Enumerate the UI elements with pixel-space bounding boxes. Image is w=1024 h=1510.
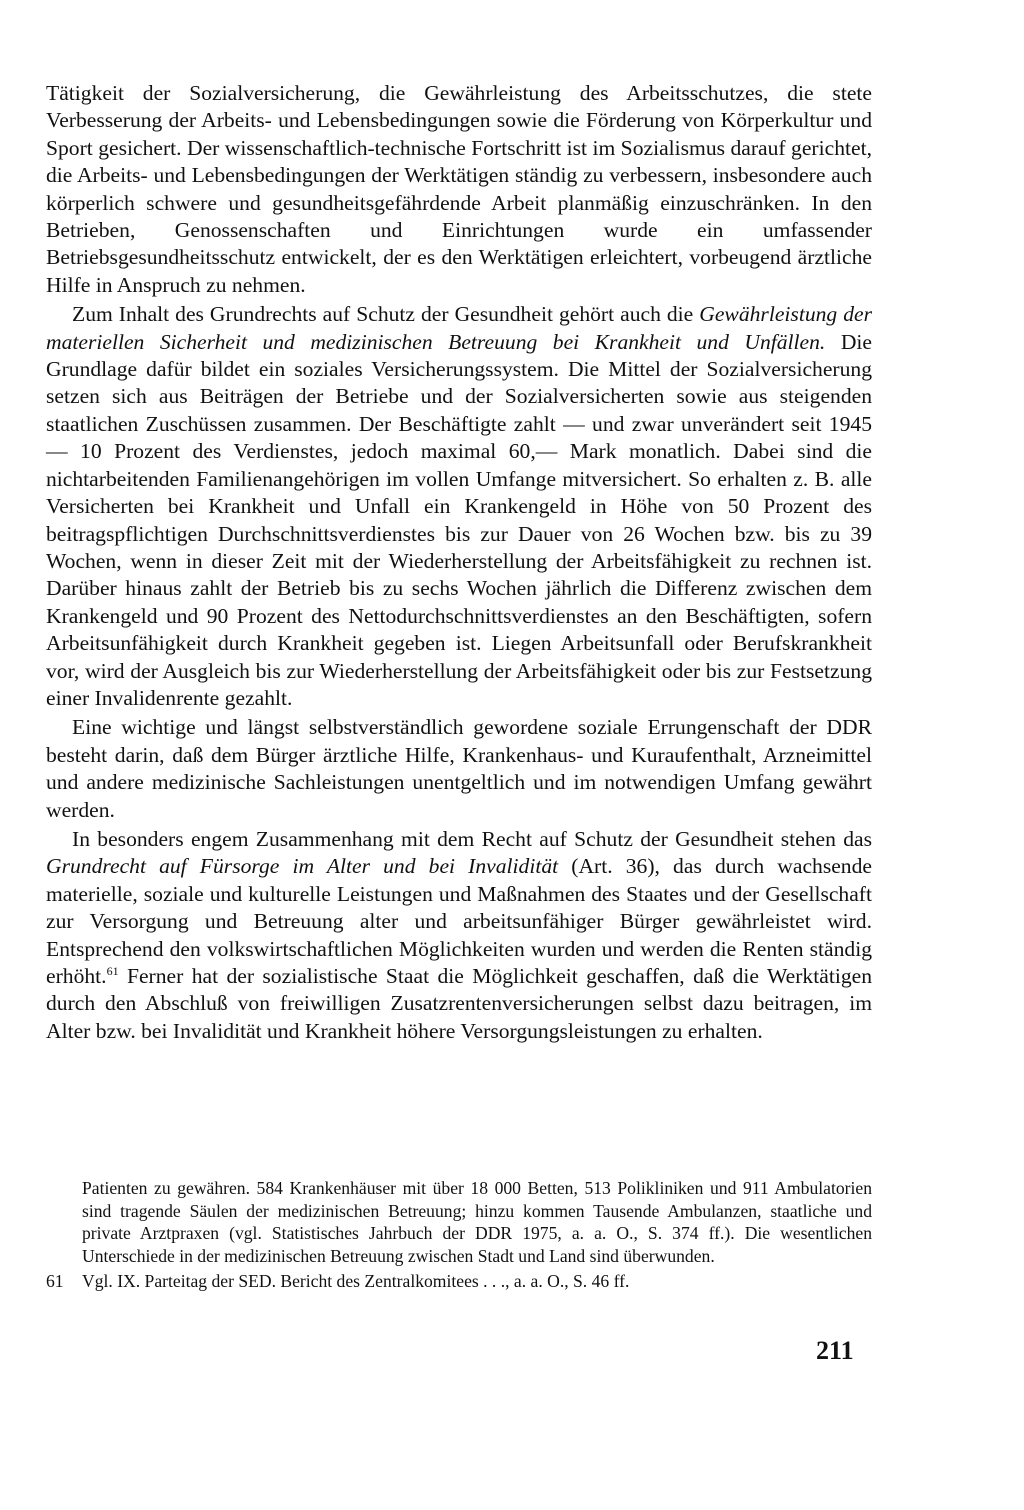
paragraph-text: Zum Inhalt des Grundrechts auf Schutz der Gesundheit gehört auch die [72, 302, 700, 327]
paragraph [46, 80, 872, 299]
paragraph-text: Eine wichtige und längst selbstverständlich gewordene soziale Errungenschaft der DDR besteht darin, daß dem Bürger ärztliche Hilfe, Krankenhaus- und Kuraufenthalt, Arzneimittel und andere medizinische Sachleistungen unentgeltlich und im notwendigen Umfang gewährt werden. [46, 715, 872, 822]
paragraph-text: Tätigkeit der Sozialversicherung, die Gewährleistung des Arbeitsschutzes, die stete Verbesserung der Arbeits- und Lebensbedingungen sowie die Förderung von Körperkultur und Sport gesichert. Der wissenschaftlich-technische Fortschritt ist im Sozialismus darauf gerichtet, die Arbeits- und Lebensbedingungen der Werktätigen ständig zu verbessern, insbesondere auch körperlich schwere und gesundheitsgefährdende Arbeit planmäßig einzuschränken. In den Betrieben, Genossenschaften und Einrichtungen wurde ein umfassender Betriebsgesundheitsschutz entwickelt, der es den Werktätigen erleichtert, vorbeugend ärztliche Hilfe in Anspruch zu nehmen. [46, 81, 872, 297]
paragraph-text: Die Grundlage dafür bildet ein soziales Versicherungssystem. Die Mittel der Sozialversicherung setzen sich aus Beiträgen der Betriebe und der Sozialversicherten sowie aus steigenden staatlichen Zuschüssen zusammen. Der Beschäftigte zahlt — und zwar unverändert seit 1945 — 10 Prozent des Verdienstes, jedoch maximal 60,— Mark monatlich. Dabei sind die nichtarbeitenden Familienangehörigen im vollen Umfange mitversichert. So erhalten z. B. alle Versicherten bei Krankheit und Unfall ein Krankengeld in Höhe von 50 Prozent des beitragspflichtigen Durchschnittsverdienstes bis zur Dauer von 26 Wochen bzw. bis zu 39 Wochen, wenn in dieser Zeit mit der Wiederherstellung der Arbeitsfähigkeit zu rechnen ist. Darüber hinaus zahlt der Betrieb bis zu sechs Wochen jährlich die Differenz zwischen dem Krankengeld und 90 Prozent des Nettodurchschnittsverdienstes an den Beschäftigten, sofern Arbeitsunfähigkeit durch Krankheit gegeben ist. Liegen Arbeitsunfall oder Berufskrankheit vor, wird der Ausgleich bis zur Wiederherstellung der Arbeitsfähigkeit oder bis zur Festsetzung einer Invalidenrente gezahlt. [46, 329, 873, 710]
footnote-continuation: Patienten zu gewähren. 584 Krankenhäuser mit über 18 000 Betten, 513 Polikliniken und 911 Ambulatorien sind tragende Säulen der medizinischen Betreuung; hinzu kommen Tausende Ambulanzen, staatliche und private Arztpraxen (vgl. Statistisches Jahrbuch der DDR 1975, a. a. O., S. 374 ff.). Die wesentlichen Unterschiede in der medizinischen Betreuung zwischen Stadt und Land sind überwunden. [82, 1178, 872, 1266]
footnote-list [46, 1270, 872, 1293]
emphasis-text: Gewährleistung der materiellen Sicherheit und medizinischen Betreuung bei Krankheit und Unfällen. [46, 302, 872, 354]
footnotes [46, 1177, 872, 1293]
paragraph [46, 714, 872, 824]
footnote-marker: 61 [106, 963, 119, 978]
footnote [46, 1270, 872, 1293]
paragraph-text: Ferner hat der sozialistische Staat die Möglichkeit geschaffen, daß die Werktätigen durch den Abschluß von freiwilligen Zusatzrentenversicherungen selbst dazu beitragen, im Alter bzw. bei Invalidität und Krankheit höhere Versorgungsleistungen zu erhalten. [46, 964, 872, 1043]
footnote-number: 61 [46, 1271, 64, 1292]
paragraph-text: In besonders engem Zusammenhang mit dem Recht auf Schutz der Gesundheit stehen das [72, 826, 872, 851]
paragraph [46, 826, 872, 1045]
page-number: 211 [816, 1336, 854, 1365]
main-text [46, 80, 872, 1045]
paragraph-text: (Art. 36), das durch wachsende materielle, soziale und kulturelle Leistungen und Maßnahmen des Staates und der Gesellschaft zur Versorgung und Betreuung alter und arbeitsunfähiger Bürger gewährleistet wird. Entsprechend den volkswirtschaftlichen Möglichkeiten wurden und werden die Renten ständig erhöht. [46, 854, 872, 988]
paragraph [46, 301, 872, 712]
footnote-text: Vgl. IX. Parteitag der SED. Bericht des Zentralkomitees . . ., a. a. O., S. 46 ff. [82, 1271, 630, 1292]
emphasis-text: Grundrecht auf Fürsorge im Alter und bei Invalidität [46, 854, 559, 879]
